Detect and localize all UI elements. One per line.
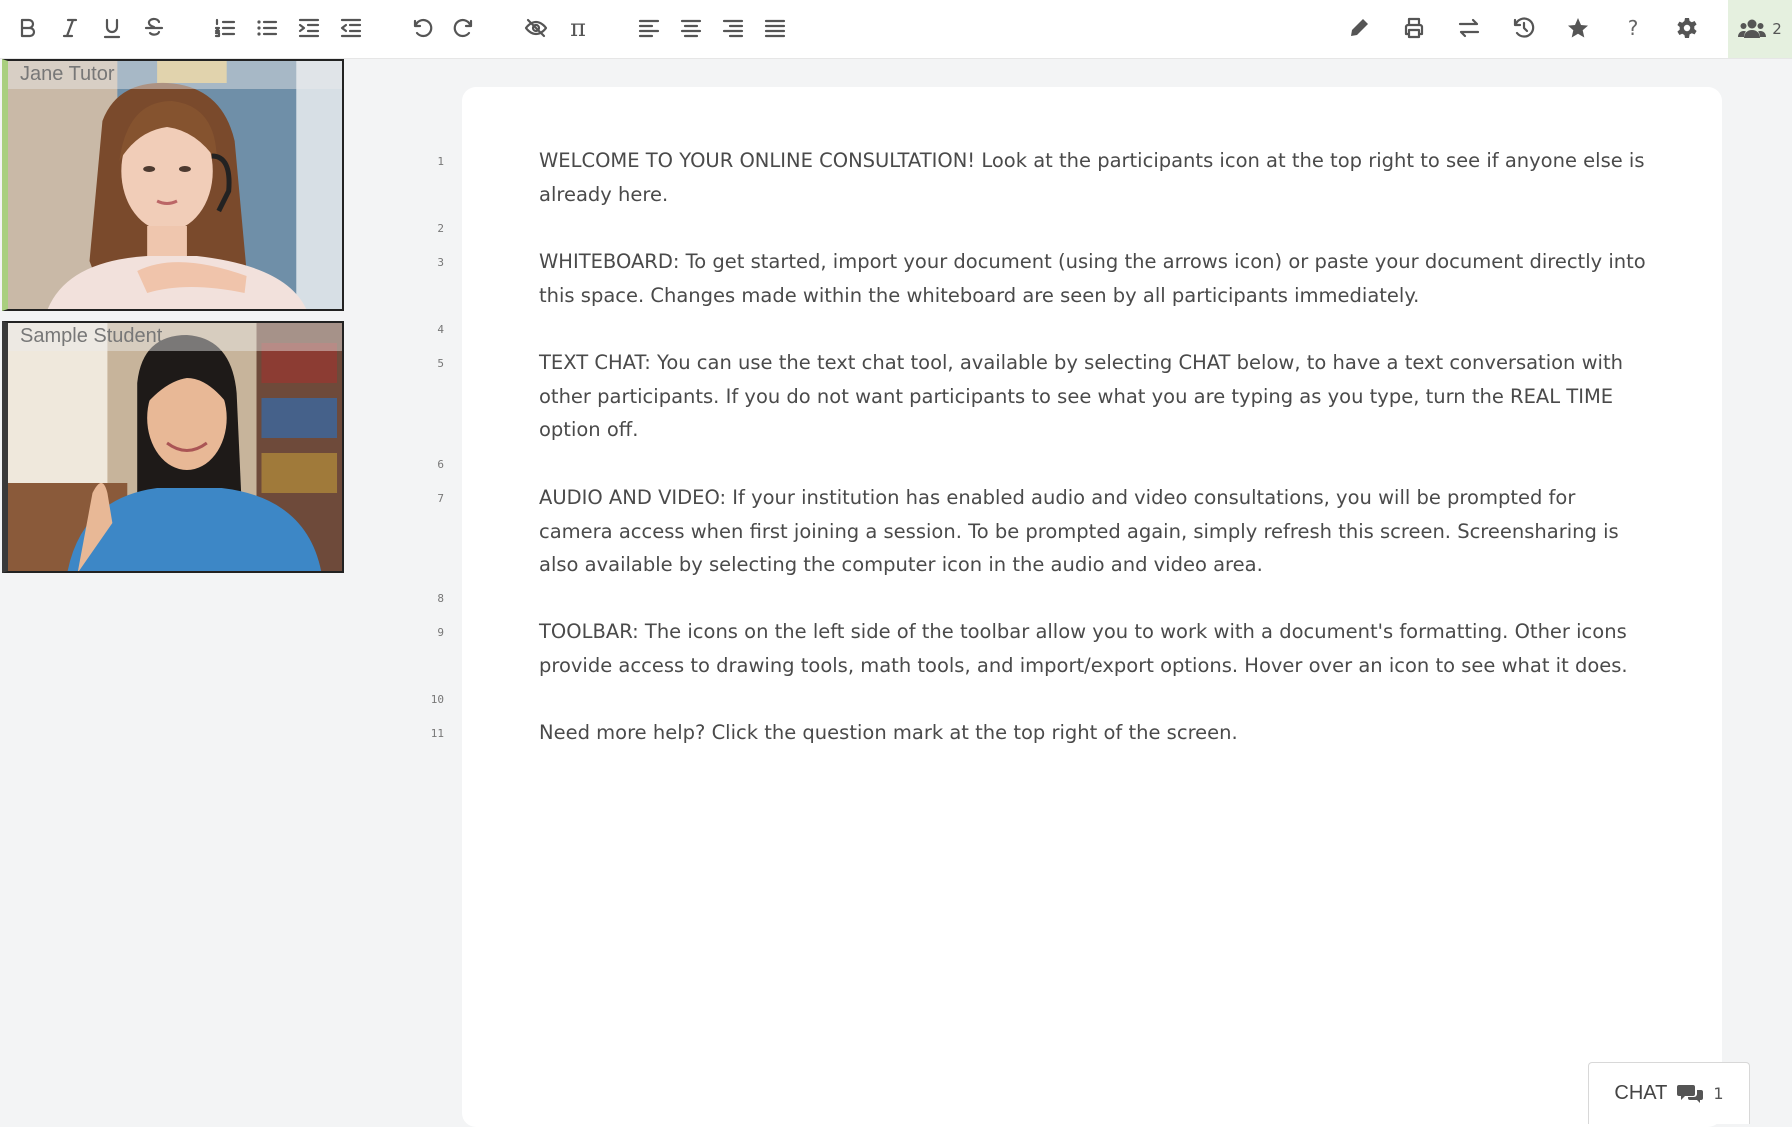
draw-button[interactable] <box>1342 11 1376 45</box>
align-center-icon <box>679 16 703 40</box>
underline-icon <box>100 16 124 40</box>
tutor-video-feed <box>8 61 342 309</box>
align-justify-icon <box>763 16 787 40</box>
redo-icon <box>452 16 476 40</box>
student-name-label: Sample Student <box>20 325 163 347</box>
line-number: 11 <box>430 727 444 740</box>
underline-button[interactable] <box>95 11 129 45</box>
help-icon: ? <box>1627 16 1639 40</box>
chat-button[interactable] <box>1588 1062 1750 1124</box>
line-number: 3 <box>437 256 444 269</box>
redo-button[interactable] <box>447 11 481 45</box>
italic-icon <box>58 16 82 40</box>
line-number: 2 <box>437 222 444 235</box>
strikethrough-button[interactable] <box>137 11 171 45</box>
toolbar <box>0 0 1792 59</box>
align-left-icon <box>637 16 661 40</box>
favorite-button[interactable] <box>1561 11 1595 45</box>
gear-icon <box>1675 16 1699 40</box>
history-button[interactable] <box>1507 11 1541 45</box>
paragraph-help[interactable]: Need more help? Click the question mark at the top right of the screen. <box>539 721 1238 744</box>
line-number: 9 <box>437 626 444 639</box>
indent-icon <box>297 16 321 40</box>
video-tile-student[interactable] <box>2 321 344 573</box>
import-export-button[interactable] <box>1452 11 1486 45</box>
ordered-list-icon <box>213 16 237 40</box>
indent-button[interactable] <box>292 11 326 45</box>
line-number: 6 <box>437 458 444 471</box>
video-tile-tutor[interactable] <box>2 59 344 311</box>
bold-button[interactable] <box>11 11 45 45</box>
paragraph-toolbar[interactable]: TOOLBAR: The icons on the left side of the toolbar allow you to work with a document's formatting. Other icons provide access to drawing tools, math tools, and import/export options. Hover over an icon to see what it does. <box>539 620 1628 677</box>
align-left-button[interactable] <box>632 11 666 45</box>
outdent-icon <box>339 16 363 40</box>
align-center-button[interactable] <box>674 11 708 45</box>
bold-icon <box>16 16 40 40</box>
star-icon <box>1566 16 1590 40</box>
hide-button[interactable] <box>519 11 553 45</box>
paragraph-text-chat[interactable]: TEXT CHAT: You can use the text chat tool, available by selecting CHAT below, to have a text conversation with other participants. If you do not want participants to see what you are typing as you type, turn the REAL TIME option off. <box>539 351 1623 442</box>
align-right-icon <box>721 16 745 40</box>
bullet-list-icon <box>255 16 279 40</box>
line-number: 5 <box>437 357 444 370</box>
chat-label: CHAT <box>1614 1082 1668 1104</box>
align-right-button[interactable] <box>716 11 750 45</box>
settings-button[interactable] <box>1670 11 1704 45</box>
paragraph-whiteboard[interactable]: WHITEBOARD: To get started, import your document (using the arrows icon) or paste your document directly into this space. Changes made within the whiteboard are seen by all participants immediately. <box>539 250 1646 307</box>
help-button[interactable] <box>1616 11 1650 45</box>
users-icon <box>1738 18 1766 40</box>
print-button[interactable] <box>1397 11 1431 45</box>
chat-unread-count: 1 <box>1713 1084 1724 1103</box>
pi-icon: π <box>570 14 586 42</box>
undo-button[interactable] <box>405 11 439 45</box>
strikethrough-icon <box>142 16 166 40</box>
math-button[interactable] <box>561 11 595 45</box>
line-number: 10 <box>430 693 444 706</box>
print-icon <box>1402 16 1426 40</box>
hide-icon <box>524 16 548 40</box>
swap-arrows-icon <box>1457 16 1481 40</box>
outdent-button[interactable] <box>334 11 368 45</box>
line-number: 7 <box>437 492 444 505</box>
participants-count: 2 <box>1772 20 1782 38</box>
italic-button[interactable] <box>53 11 87 45</box>
bullet-list-button[interactable] <box>250 11 284 45</box>
undo-icon <box>410 16 434 40</box>
line-number: 1 <box>437 155 444 168</box>
paragraph-welcome[interactable]: WELCOME TO YOUR ONLINE CONSULTATION! Look at the participants icon at the top right to see if anyone else is already here. <box>539 149 1645 206</box>
student-video-feed <box>8 323 342 571</box>
chat-bubbles-icon <box>1677 1083 1703 1105</box>
align-justify-button[interactable] <box>758 11 792 45</box>
line-number: 8 <box>437 592 444 605</box>
tutor-name-label: Jane Tutor <box>20 63 115 85</box>
whiteboard-document[interactable] <box>462 87 1722 1127</box>
line-number: 4 <box>437 323 444 336</box>
history-icon <box>1512 16 1536 40</box>
participants-button[interactable] <box>1728 0 1792 58</box>
pencil-icon <box>1347 16 1371 40</box>
paragraph-audio-video[interactable]: AUDIO AND VIDEO: If your institution has enabled audio and video consultations, you will be prompted for camera access when first joining a session. To be prompted again, simply refresh this screen. Screensharing is also available by selecting the computer icon in the audio and video area. <box>539 486 1619 577</box>
ordered-list-button[interactable] <box>208 11 242 45</box>
